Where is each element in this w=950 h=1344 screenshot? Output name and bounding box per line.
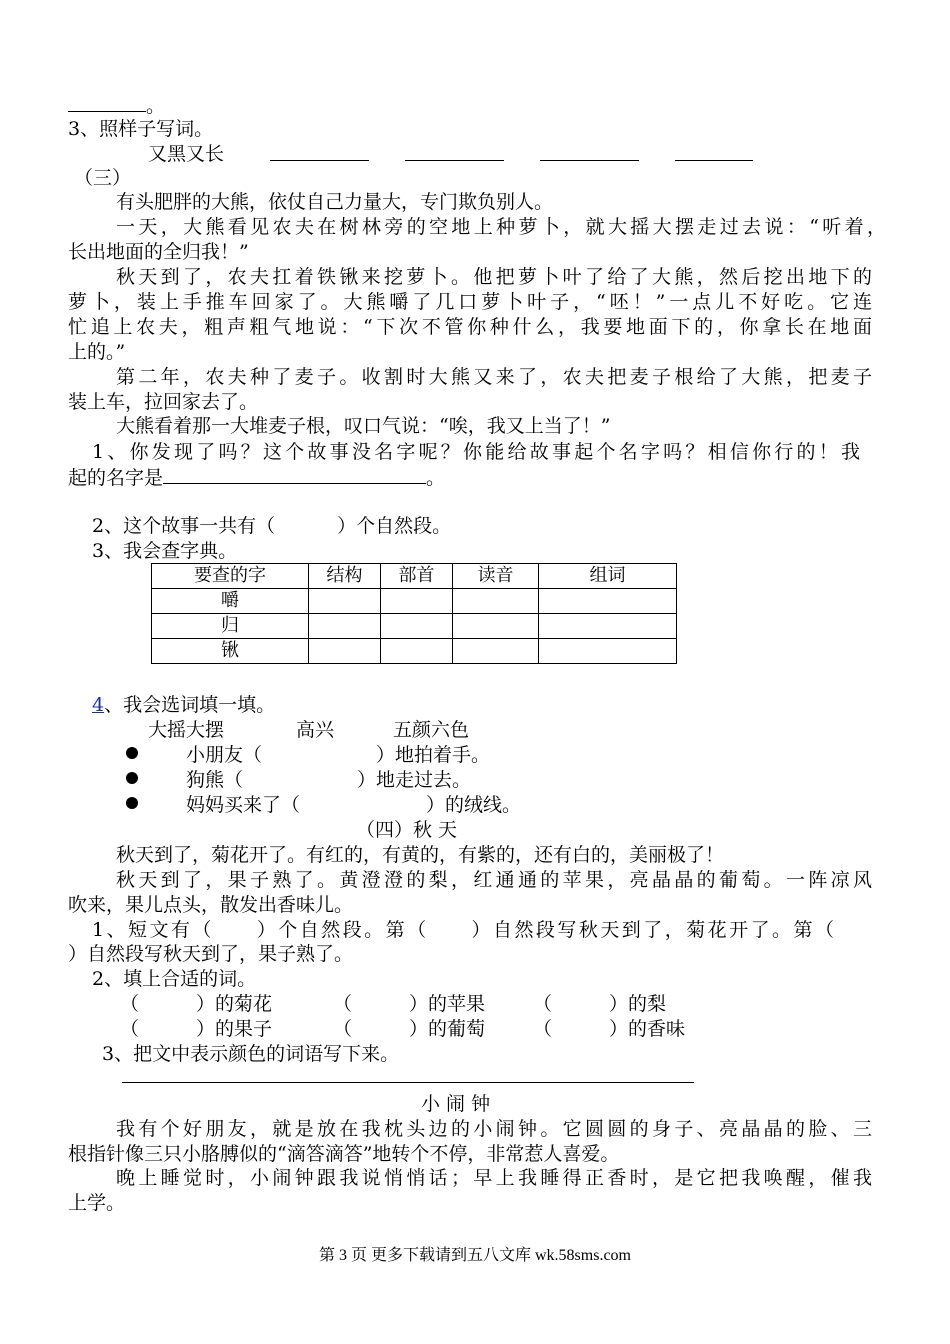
item-text-pre: 小朋友（: [186, 744, 263, 766]
table-header: 要查的字: [152, 564, 309, 589]
story-paragraph: 长出地面的全归我！”: [68, 241, 249, 263]
table-cell[interactable]: [309, 589, 381, 614]
clock-paragraph: 根指针像三只小胳膊似的“滴答滴答”地转个不停，非常惹人喜爱。: [68, 1143, 620, 1165]
table-cell[interactable]: [453, 589, 539, 614]
table-cell[interactable]: [453, 614, 539, 639]
question-2-text-a: 2、这个故事一共有（: [92, 515, 276, 537]
table-cell[interactable]: [539, 639, 677, 664]
item-text-post: ）地拍着手。: [376, 744, 491, 766]
table-row: [152, 589, 677, 614]
word-blanks: [270, 142, 753, 168]
fill-word-item: （ ）的香味: [533, 1018, 686, 1040]
story-name-blank[interactable]: [163, 465, 426, 484]
word-blank-2[interactable]: [405, 142, 504, 161]
item-text-post: ）的绒线。: [426, 794, 522, 816]
autumn-paragraph: 秋天到了，果子熟了。黄澄澄的梨，红通通的苹果，亮晶晶的葡萄。一阵凉风: [116, 869, 872, 891]
fill-word-item: （ ）的梨: [533, 993, 667, 1015]
table-cell[interactable]: [381, 589, 453, 614]
bullet-item: [126, 793, 521, 818]
question-4-number-link[interactable]: 4: [92, 694, 105, 716]
question-4-text: 、我会选词填一填。: [104, 694, 276, 716]
table-cell[interactable]: [309, 639, 381, 664]
table-char: 嚼: [152, 589, 309, 614]
section-5-heading: 小 闹 钟: [421, 1093, 491, 1115]
period-mark: 。: [146, 95, 166, 117]
story-paragraph: 一天，大熊看见农夫在树林旁的空地上种萝卜，就大摇大摆走过去说：“听着，: [116, 216, 886, 238]
story-paragraph: 大熊看着那一大堆麦子根，叹口气说：“唉，我又上当了！”: [116, 415, 611, 437]
answer-line[interactable]: [122, 1082, 694, 1083]
example-word: 又黑又长: [148, 143, 225, 165]
word-blank-3[interactable]: [540, 142, 639, 161]
q3-title: 3、照样子写词。: [68, 118, 214, 140]
bullet-item: [126, 743, 490, 768]
table-cell[interactable]: [539, 614, 677, 639]
section-3-heading: （三）: [74, 167, 132, 189]
word-choice: 五颜六色: [393, 719, 470, 741]
table-row: [152, 614, 677, 639]
item-text-pre: 狗熊（: [186, 769, 244, 791]
story-paragraph: 第二年，农夫种了麦子。收割时大熊又来了，农夫把麦子根给了大熊，把麦子: [116, 366, 872, 388]
question-2: [92, 514, 451, 539]
question-1-line-2: [68, 465, 445, 491]
table-cell[interactable]: [309, 614, 381, 639]
bullet-icon: [126, 747, 138, 759]
dictionary-table: [151, 563, 677, 664]
table-cell[interactable]: [381, 614, 453, 639]
story-paragraph: 忙追上农夫，粗声粗气地说：“下次不管你种什么，我要地面下的，你拿长在地面: [68, 316, 872, 338]
page-footer: 第 3 页 更多下载请到五八文库 wk.58sms.com: [318, 1247, 631, 1264]
story-paragraph: 装上车，拉回家去了。: [68, 391, 259, 413]
story-paragraph: 萝卜，装上手推车回家了。大熊嚼了几口萝卜叶子，“呸！”一点儿不好吃。它连: [68, 291, 872, 313]
bullet-icon: [126, 797, 138, 809]
table-header-row: [152, 564, 677, 589]
table-row: [152, 639, 677, 664]
fill-word-item: （ ）的苹果: [333, 993, 486, 1015]
autumn-question-3: 3、把文中表示颜色的词语写下来。: [102, 1043, 400, 1065]
clock-paragraph: 晚上睡觉时，小闹钟跟我说悄悄话；早上我睡得正香时，是它把我唤醒，催我: [116, 1167, 872, 1189]
question-4: [92, 693, 275, 718]
story-paragraph: 有头肥胖的大熊，依仗自己力量大，专门欺负别人。: [116, 191, 554, 213]
autumn-paragraph: 吹来，果儿点头，散发出香味儿。: [68, 894, 354, 916]
table-header: 结构: [309, 564, 381, 589]
table-cell[interactable]: [453, 639, 539, 664]
answer-line-fragment: [68, 93, 165, 119]
autumn-question-1-line-1: 1、短文有（ ）个自然段。第（ ）自然段写秋天到了，菊花开了。第（: [92, 919, 834, 941]
clock-paragraph: 上学。: [68, 1192, 126, 1214]
autumn-question-1-line-2: ）自然段写秋天到了，果子熟了。: [68, 943, 354, 965]
story-paragraph: 秋天到了，农夫扛着铁锹来挖萝卜。他把萝卜叶了给了大熊，然后挖出地下的: [116, 266, 872, 288]
autumn-paragraph: 秋天到了，菊花开了。有红的，有黄的，有紫的，还有白的，美丽极了！: [116, 844, 725, 866]
table-header: 读音: [453, 564, 539, 589]
question-3: 3、我会查字典。: [92, 540, 238, 562]
fill-word-item: （ ）的葡萄: [333, 1018, 486, 1040]
clock-paragraph: 我有个好朋友，就是放在我枕头边的小闹钟。它圆圆的身子、亮晶晶的脸、三: [116, 1118, 872, 1140]
fill-word-item: （ ）的菊花: [120, 993, 273, 1015]
table-cell[interactable]: [381, 639, 453, 664]
table-char: 归: [152, 614, 309, 639]
period-mark: 。: [426, 467, 446, 489]
bullet-icon: [126, 772, 138, 784]
question-2-text-b: ）个自然段。: [337, 515, 452, 537]
word-choice: 高兴: [296, 719, 335, 741]
word-blank-1[interactable]: [270, 142, 369, 161]
fill-word-item: （ ）的果子: [120, 1018, 273, 1040]
word-choices: [148, 718, 469, 743]
answer-blank[interactable]: [68, 93, 146, 112]
word-blank-4[interactable]: [675, 142, 753, 161]
question-1-label: 起的名字是: [68, 467, 164, 489]
bullet-item: [126, 768, 471, 793]
table-char: 锹: [152, 639, 309, 664]
story-paragraph: 上的。”: [68, 341, 126, 363]
question-1-line-1: 1、你发现了吗？这个故事没名字呢？你能给故事起个名字吗？相信你行的！我: [92, 441, 860, 463]
table-header: 部首: [381, 564, 453, 589]
autumn-question-2: 2、填上合适的词。: [92, 968, 257, 990]
table-cell[interactable]: [539, 589, 677, 614]
table-header: 组词: [539, 564, 677, 589]
word-choice: 大摇大摆: [148, 719, 225, 741]
item-text-pre: 妈妈买来了（: [186, 794, 301, 816]
item-text-post: ）地走过去。: [357, 769, 472, 791]
section-4-heading: （四）秋 天: [356, 819, 458, 841]
